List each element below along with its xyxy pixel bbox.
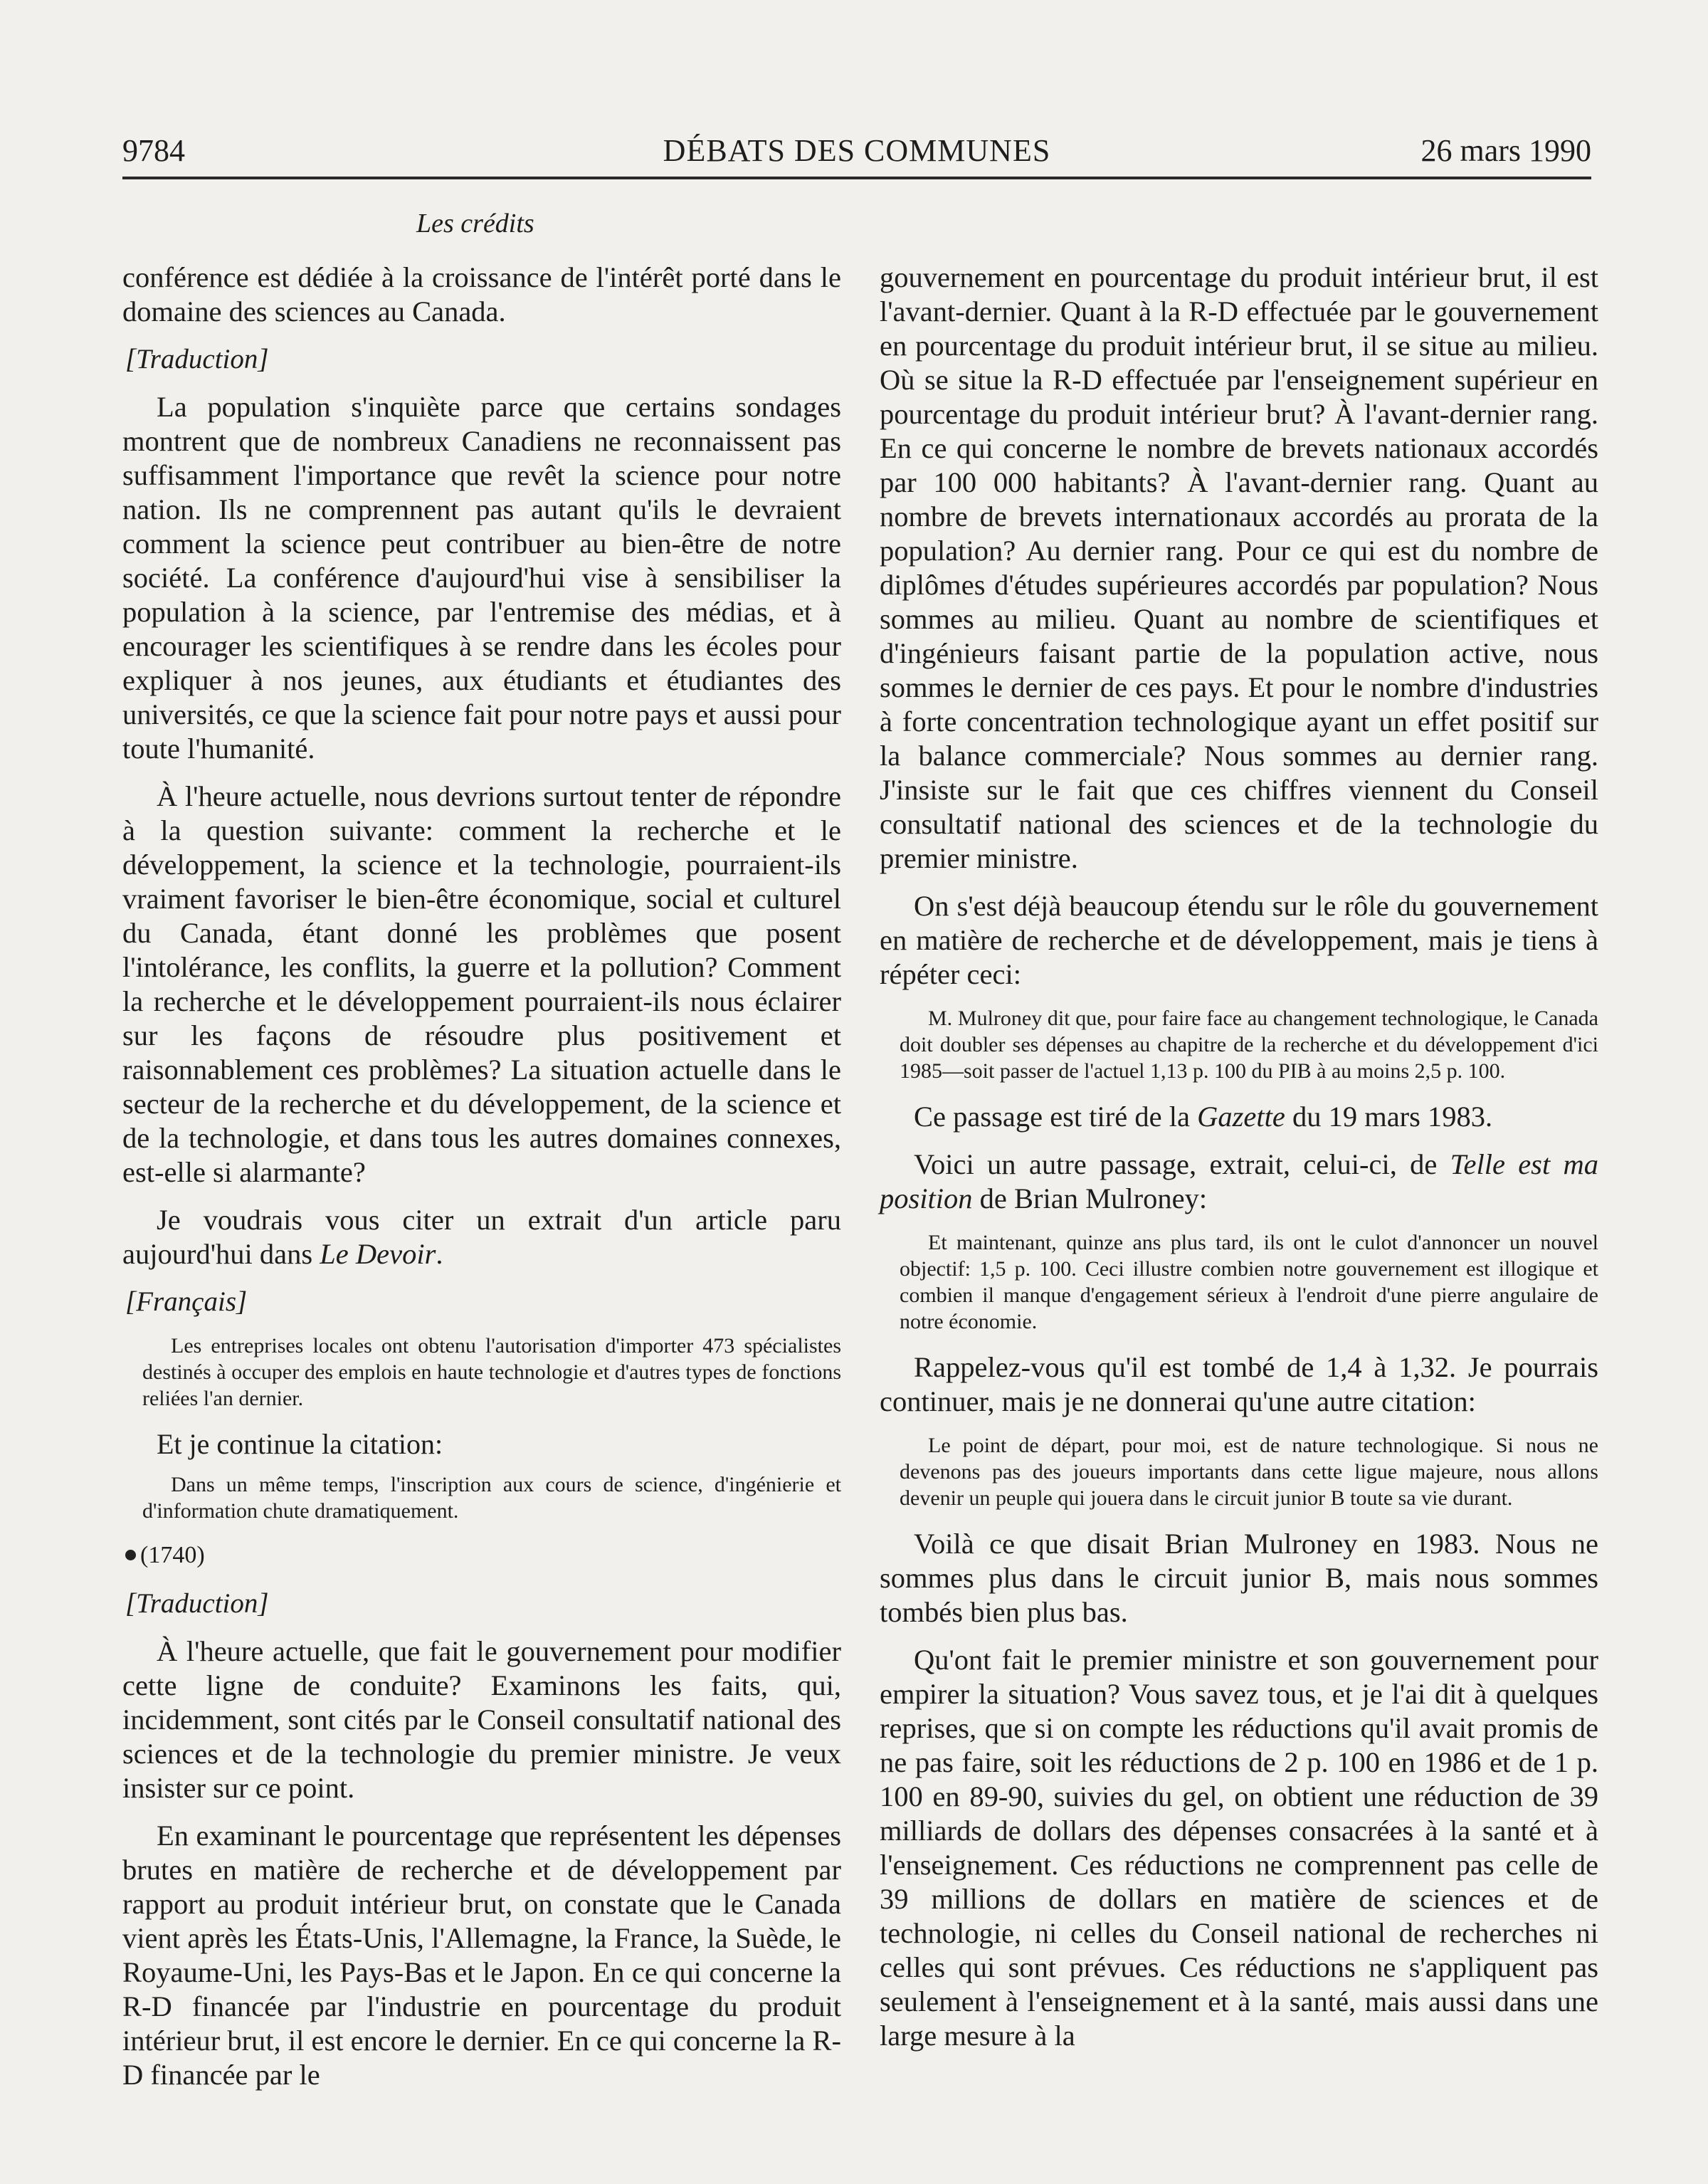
paragraph: À l'heure actuelle, que fait le gouvernement pour modifier cette ligne de conduite? Examinons les faits, qui, incidemment, sont cités par le Conseil consultatif national des sciences et de la technologie du premier ministre. Je veux insister sur ce point. bbox=[122, 1635, 841, 1804]
block-quote: Le point de départ, pour moi, est de nature technologique. Si nous ne devenons pas des joueurs importants dans cette ligue majeure, nous allons devenir un peuple qui jouera dans le circuit junior B toute sa vie durant. bbox=[900, 1434, 1598, 1510]
paragraph: Et je continue la citation: bbox=[157, 1428, 443, 1460]
paragraph: En examinant le pourcentage que représentent les dépenses brutes en matière de recherche et de développement par rapport au produit intérieur brut, on constate que le Canada vient après les États-Unis, l'Allemagne, la France, la Suède, le Royaume-Uni, les Pays-Bas et le Japon. En ce qui concerne la R-D financée par l'industrie en pourcentage du produit intérieur brut, il est encore le dernier. En ce qui concerne la R-D financée par le bbox=[122, 1820, 841, 2091]
language-label: [Français] bbox=[125, 1286, 248, 1317]
paragraph: Voilà ce que disait Brian Mulroney en 1983. Nous ne sommes plus dans le circuit junior B, mais nous sommes tombés bien plus bas. bbox=[880, 1528, 1598, 1628]
paragraph: Voici un autre passage, extrait, celui-ci, de Telle est ma position de Brian Mulroney: bbox=[880, 1148, 1598, 1214]
newspaper-title: Gazette bbox=[1197, 1101, 1285, 1133]
language-label: [Traduction] bbox=[125, 344, 269, 374]
block-quote: Les entreprises locales ont obtenu l'autorisation d'importer 473 spécialistes destinés à occuper des emplois en haute technologie et d'autres types de fonctions reliées l'an dernier. bbox=[142, 1334, 841, 1410]
block-quote: Et maintenant, quinze ans plus tard, ils ont le culot d'annoncer un nouvel objectif: 1,5 p. 100. Ceci illustre combien notre gouvernement est illogique et combien il manque d'engagement sérieux à l'endroit d'une pierre angulaire de notre économie. bbox=[900, 1231, 1598, 1333]
paragraph: On s'est déjà beaucoup étendu sur le rôle du gouvernement en matière de recherche et de développement, mais je tiens à répéter ceci: bbox=[880, 890, 1598, 990]
paragraph: conférence est dédiée à la croissance de l'intérêt porté dans le domaine des sciences au Canada. bbox=[122, 261, 841, 327]
section-title: Les crédits bbox=[416, 209, 534, 238]
book-title: Telle est ma position bbox=[880, 1148, 1598, 1214]
left-column bbox=[122, 261, 841, 2106]
paragraph: Je voudrais vous citer un extrait d'un article paru aujourd'hui dans Le Devoir. bbox=[122, 1204, 841, 1270]
page-number: 9784 bbox=[122, 133, 185, 168]
paragraph: gouvernement en pourcentage du produit intérieur brut, il est l'avant-dernier. Quant à la R-D effectuée par le gouvernement en pourcentage du produit intérieur brut, il se situe au milieu. Où se situe la R-D effectuée par l'enseignement supérieur en pourcentage du produit intérieur brut? À l'avant-dernier rang. En ce qui concerne le nombre de brevets nationaux accordés par 100 000 habitants? À l'avant-dernier rang. Quant au nombre de brevets internationaux accordés au prorata de la population? Au dernier rang. Pour ce qui est du nombre de diplômes d'études supérieures accordés par population? Nous sommes au milieu. Quant au nombre de scientifiques et d'ingénieurs faisant partie de la population active, nous sommes le dernier de ces pays. Et pour le nombre d'industries à forte concentration technologique ayant un effet positif sur la balance commerciale? Nous sommes au dernier rang. J'insiste sur le fait que ces chiffres viennent du Conseil consultatif national des sciences et de la technologie du premier ministre. bbox=[880, 261, 1598, 874]
newspaper-title: Le Devoir bbox=[320, 1238, 436, 1270]
publication-title: DÉBATS DES COMMUNES bbox=[663, 133, 1051, 168]
right-column bbox=[880, 261, 1598, 2067]
paragraph: Rappelez-vous qu'il est tombé de 1,4 à 1,32. Je pourrais continuer, mais je ne donnerai qu'une autre citation: bbox=[880, 1351, 1598, 1417]
time-marker: (1740) bbox=[125, 1540, 841, 1571]
block-quote: M. Mulroney dit que, pour faire face au changement technologique, le Canada doit doubler ses dépenses au chapitre de la recherche et du développement d'ici 1985—soit passer de l'actuel 1,13 p. 100 du PIB à au moins 2,5 p. 100. bbox=[900, 1007, 1598, 1083]
paragraph: Ce passage est tiré de la Gazette du 19 mars 1983. bbox=[914, 1101, 1493, 1133]
paragraph: Qu'ont fait le premier ministre et son gouvernement pour empirer la situation? Vous savez tous, et je l'ai dit à quelques reprises, que si on compte les réductions qu'il avait promis de ne pas faire, soit les réductions de 2 p. 100 en 1986 et de 1 p. 100 en 89-90, suivies du gel, on obtient une réduction de 39 milliards de dollars des dépenses consacrées à la santé et à l'enseignement. Ces réductions ne comprennent pas celle de 39 millions de dollars en matière de sciences et de technologie, ni celles du Conseil national de recherches ni celles qui sont prévues. Ces réductions ne s'appliquent pas seulement à l'enseignement et à la santé, mais aussi dans une large mesure à la bbox=[880, 1644, 1598, 2052]
publication-date: 26 mars 1990 bbox=[1420, 133, 1591, 168]
paragraph: La population s'inquiète parce que certains sondages montrent que de nombreux Canadiens ne reconnaissent pas suffisamment l'importance que revêt la science pour notre nation. Ils ne comprennent pas autant qu'ils le devraient comment la science peut contribuer au bien-être de notre société. La conférence d'aujourd'hui vise à sensibiliser la population à la science, par l'entremise des médias, et à encourager les scientifiques à se rendre dans les écoles pour expliquer à nos jeunes, aux étudiants et étudiantes des universités, ce que la science fait pour notre pays et aussi pour toute l'humanité. bbox=[122, 391, 841, 765]
language-label: [Traduction] bbox=[125, 1588, 269, 1619]
bullet-icon bbox=[125, 1550, 136, 1560]
block-quote: Dans un même temps, l'inscription aux cours de science, d'ingénierie et d'information chute dramatiquement. bbox=[142, 1473, 841, 1523]
paragraph: À l'heure actuelle, nous devrions surtout tenter de répondre à la question suivante: comment la recherche et le développement, la science et la technologie, pourraient-ils vraiment favoriser le bien-être économique, social et culturel du Canada, étant donné les problèmes que posent l'intolérance, les conflits, la guerre et la pollution? Comment la recherche et le développement pourraient-ils nous éclairer sur les façons de résoudre plus positivement et raisonnablement ces problèmes? La situation actuelle dans le secteur de la recherche et du développement, de la science et de la technologie, et dans tous les autres domaines connexes, est-elle si alarmante? bbox=[122, 780, 841, 1188]
page-header bbox=[122, 127, 1591, 179]
